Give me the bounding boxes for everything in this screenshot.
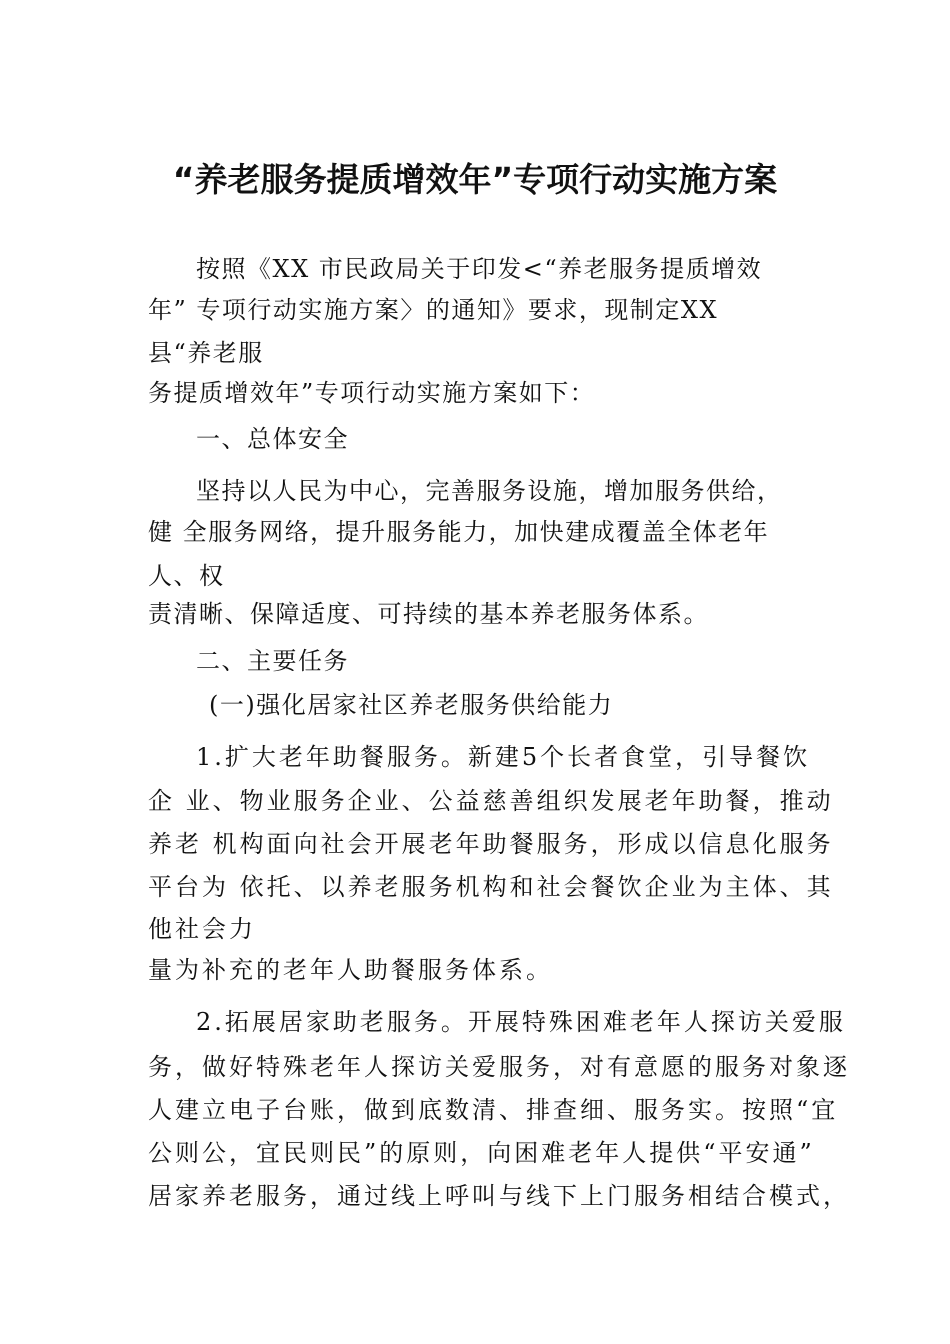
- section1-line-3: 人、权: [148, 562, 225, 590]
- section1-line-1: 坚持以人民为中心，完善服务设施，增加服务供给，: [196, 477, 783, 505]
- item1-line-5: 他社会力: [148, 915, 256, 943]
- item2-line-5: 居家养老服务，通过线上呼叫与线下上门服务相结合模式，: [148, 1182, 850, 1210]
- item1-line-1: 1.扩大老年助餐服务。新建5个长者食堂，引导餐饮: [196, 743, 811, 771]
- document-title: “养老服务提质增效年”专项行动实施方案: [172, 160, 778, 199]
- section2-heading: 二、主要任务: [196, 647, 349, 675]
- item2-line-2: 务，做好特殊老年人探访关爱服务，对有意愿的服务对象逐: [148, 1053, 850, 1081]
- intro-line-2: 年” 专项行动实施方案〉的通知》要求，现制定XX: [148, 296, 719, 324]
- item2-line-4: 公则公，宜民则民”的原则，向困难老年人提供“平安通”: [148, 1139, 815, 1167]
- intro-line-1: 按照《XX 市民政局关于印发<“养老服务提质增效: [196, 255, 763, 283]
- item1-line-6: 量为补充的老年人助餐服务体系。: [148, 956, 553, 984]
- item1-line-4: 平台为 依托、以养老服务机构和社会餐饮企业为主体、其: [148, 873, 834, 901]
- section1-heading: 一、总体安全: [196, 425, 349, 453]
- intro-line-3: 县“养老服: [148, 339, 264, 367]
- item2-line-1: 2.拓展居家助老服务。开展特殊困难老年人探访关爱服: [196, 1008, 846, 1036]
- item2-line-3: 人建立电子台账，做到底数清、排查细、服务实。按照“宜: [148, 1096, 839, 1124]
- section1-line-2: 健 全服务网络，提升服务能力，加快建成覆盖全体老年: [148, 518, 770, 546]
- intro-line-4: 务提质增效年”专项行动实施方案如下：: [148, 379, 596, 407]
- section2-subheading: (一)强化居家社区养老服务供给能力: [209, 691, 614, 719]
- item1-line-2: 企 业、物业服务企业、公益慈善组织发展老年助餐，推动: [148, 787, 834, 815]
- item1-line-3: 养老 机构面向社会开展老年助餐服务，形成以信息化服务: [148, 830, 834, 858]
- section1-line-4: 责清晰、保障适度、可持续的基本养老服务体系。: [148, 600, 709, 628]
